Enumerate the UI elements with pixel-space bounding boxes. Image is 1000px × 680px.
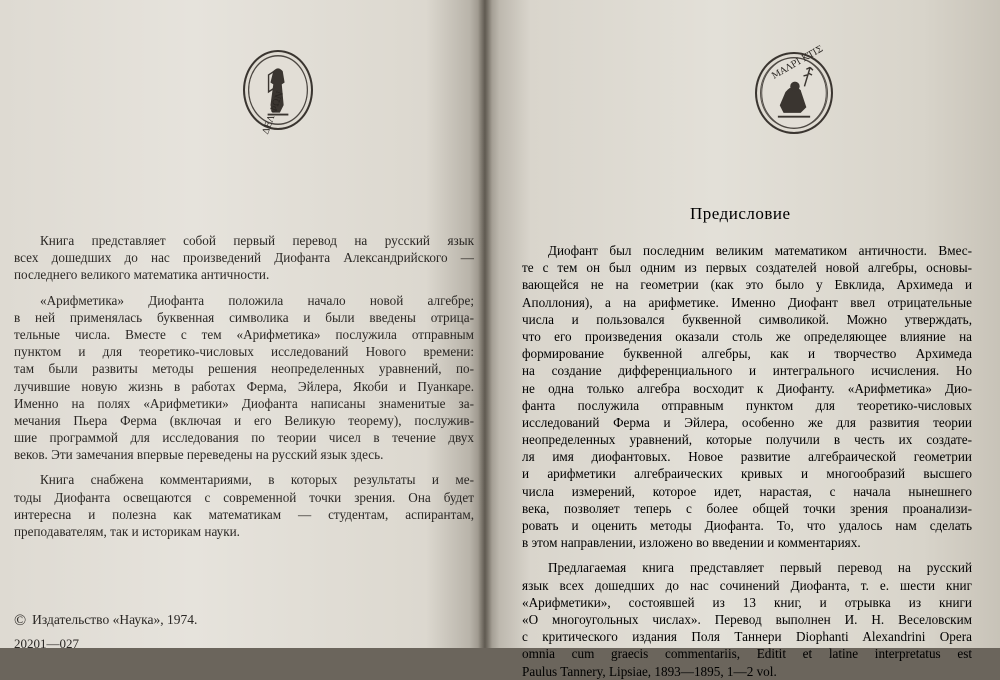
text-line: вающейся не на геометрии (как это было у Евклида, Архимеда и [522,277,972,293]
left-annotation [14,232,474,540]
text-line: фанта послужила отправным пунктом для теоретико-числовых [522,397,972,413]
text-line: на создание дифференциального и интегрального исчисления. Но [522,363,972,379]
text-line: Книга представляет собой первый перевод на русский язык [40,233,474,248]
text-line: Именно на полях «Арифметики» Диофанта написаны знаменитые за- [14,395,474,411]
copyright-line [14,612,197,630]
text-line: преподавателям, так и историкам науки. [14,524,240,539]
text-line: что его произведения оказали столь же определяющее влияние на [522,328,972,344]
preface-text [522,242,972,680]
left-page [0,0,484,651]
text-line: лучившие новую жизнь в работах Ферма, Эйлера, Якоби и Пуанкаре. [14,378,474,394]
text-line: язык всех дошедших до нас сочинений Диофанта, т. е. шести книг [522,577,972,593]
coin-engraving-left [243,50,313,136]
text-line: с критического издания Поля Таннери Diophanti Alexandrini Opera [522,629,972,645]
coin-legend-left: ΔΕΛ ΦΩΝ [261,90,286,136]
paragraph-gap [522,551,972,559]
text-line: в ней применялась буквенная символика и были введены отрица- [14,309,474,325]
text-line: те с тем он был одним из первых создателей новой алгебры, основы- [522,260,972,276]
paragraph-gap [14,463,474,471]
text-line: и арифметики алгебраических кривых и многообразий высшего [522,466,972,482]
preface-heading: Предисловие [690,204,791,223]
text-line: числа измерений, которое идет, нарастая, с начала нынешнего [522,483,972,499]
copyright-sign: © [14,612,27,629]
text-line: Аполлония), а на арифметике. Именно Диофант ввел отрицательные [522,294,972,310]
text-line: интересна и полезна как математикам — студентам, аспирантам, [14,506,474,522]
text-line: Диофант был последним великим математиком античности. Вмес- [548,243,972,258]
coin-engraving-right [755,44,833,134]
text-line: «О многоугольных числах». Перевод выполнен И. Н. Веселовским [522,611,972,627]
catalog-code: 20201—027 [14,636,79,651]
coin-legend-right: ΜΑΛΡΙ ΚΤΙΣ [770,44,826,82]
text-line: там были развиты методы решения неопределенных уравнений, по- [14,361,474,377]
text-line: последнего великого математика античности. [14,267,270,283]
text-line: Предлагаемая книга представляет первый перевод на русский [548,560,972,576]
text-line: исследований Ферма и Эйлера, особенно же для развития теории [522,414,972,430]
text-line: тоды Диофанта освещаются с современной точки зрения. Она будет [14,489,474,505]
text-line: ля имя диофантовых. Новое развитие алгебраической геометрии [522,449,972,465]
text-line: мечания Пьера Ферма (включая и его Великую теорему), послужив- [14,412,474,428]
copyright-text: Издательство «Наука», 1974. [32,612,198,627]
text-line: формирование буквенной алгебры, как и творчество Архимеда [522,346,972,362]
text-line: неопределенных уравнений, которые получили в честь их создате- [522,432,972,448]
text-line: omnia cum graecis commentariis, Editit et latine interpretatus est [522,646,972,662]
text-line: не одна только алгебра восходит к Диофанту. «Арифметика» Дио- [522,380,972,396]
text-line: пунктом и для теоретико-числовых исследований Нового времени: [14,344,474,360]
text-line: Paulus Tannery, Lipsiae, 1893—1895, 1—2 vol. [522,663,777,679]
text-line: веков. Эти замечания впервые переведены на русский язык здесь. [14,447,384,463]
text-line: тельные числа. Вместе с тем «Арифметика» послужила отправным [14,326,474,342]
text-line: шие программой для исследования по теории чисел в течение двух [14,430,474,446]
text-line: века, позволяет теперь с более общей точки зрения проанализи- [522,500,972,516]
text-line: «Арифметики», состоявшей из 13 книг, и отрывка из книги [522,594,972,610]
text-line: Книга снабжена комментариями, в которых результаты и ме- [40,472,474,488]
text-line: «Арифметика» Диофанта положила начало новой алгебре; [40,292,474,308]
text-line: числа и пользовался буквенной символикой. Можно утверждать, [522,311,972,327]
text-line: всех дошедших до нас произведений Диофанта Александрийского — [14,250,474,266]
text-line: в этом направлении, изложено во введении и комментариях. [522,535,861,551]
book-gutter [478,0,492,648]
text-line: ровать и оценить методы Диофанта. То, что удалось нам сделать [522,518,972,533]
paragraph-gap [14,284,474,292]
